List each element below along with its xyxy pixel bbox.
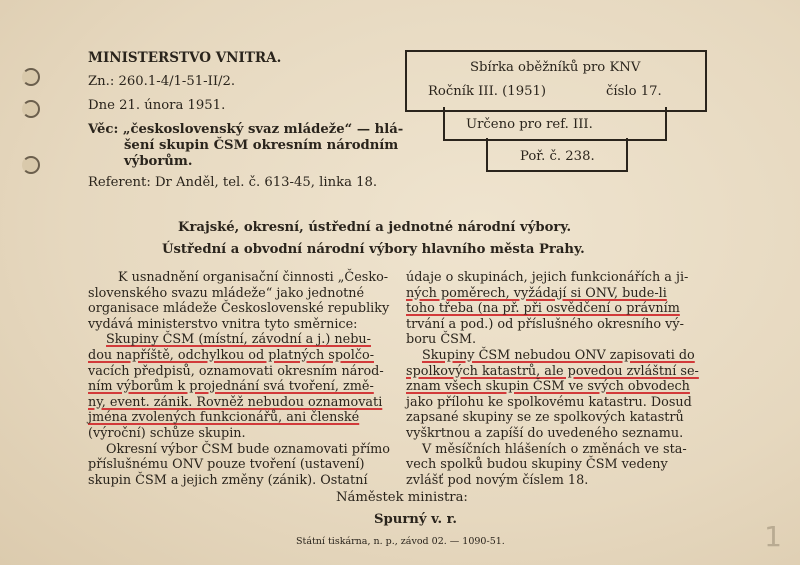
right-line: vyškrtnou a zapíší do uvedeného seznamu.	[406, 425, 684, 441]
punch-hole-bottom	[22, 156, 40, 174]
reference-number: Zn.: 260.1-4/1-51-II/2.	[88, 74, 236, 89]
right-line: zvlášť pod novým číslem 18.	[406, 472, 589, 488]
right-line: vech spolků budou skupiny ČSM vedeny	[406, 457, 668, 473]
addressee-line-2: Ústřední a obvodní národní výbory hlavního města Prahy.	[162, 242, 585, 257]
left-line: vydává ministerstvo vnitra tyto směrnice:	[88, 316, 358, 332]
right-line: Skupiny ČSM nebudou ONV zapisovati do	[422, 347, 695, 363]
body-right-column	[406, 270, 706, 488]
left-line: K usnadnění organisační činnosti „Česko-	[118, 270, 389, 285]
stamp-department: Určeno pro ref. III.	[466, 117, 593, 132]
printer-imprint: Státní tiskárna, n. p., závod 02. — 1090-51.	[296, 536, 505, 547]
right-line: údaje o skupinách, jejich funkcionářích a ji-	[406, 270, 689, 285]
stamp-collection-title: Sbírka oběžníků pro KNV	[470, 60, 641, 75]
right-line: V měsíčních hlášeních o změnách ve sta-	[422, 441, 687, 457]
stamp-volume: Ročník III. (1951)	[428, 84, 547, 99]
right-line: boru ČSM.	[406, 332, 477, 348]
addressee-line-1: Krajské, okresní, ústřední a jednotné národní výbory.	[178, 220, 572, 235]
right-line: ných poměrech, vyžádají si ONV, bude-li	[406, 285, 667, 301]
left-line: příslušnému ONV pouze tvoření (ustavení)	[88, 457, 365, 473]
left-line: dou napříště, odchylkou od platných spolčo-	[88, 347, 375, 363]
left-line: organisace mládeže Československé republiky	[88, 301, 390, 317]
right-line: toho třeba (na př. při osvědčení o právním	[406, 301, 680, 317]
left-line: slovenského svazu mládeže“ jako jednotné	[88, 285, 365, 301]
stamp-number: číslo 17.	[606, 84, 662, 99]
right-line: jako přílohu ke spolkovému katastru. Dosud	[406, 394, 692, 410]
pencil-page-mark: 1	[764, 520, 782, 553]
left-line: (výroční) schůze skupin.	[88, 425, 246, 441]
punch-hole-top	[22, 68, 40, 86]
left-line: Skupiny ČSM (místní, závodní a j.) nebu-	[106, 332, 371, 348]
right-line: zapsané skupiny se ze spolkových katastrů	[406, 410, 684, 426]
right-line: znam všech skupin ČSM ve svých obvodech	[406, 379, 690, 395]
subject-line-2: šení skupin ČSM okresním národním	[124, 138, 399, 153]
referent-line: Referent: Dr Anděl, tel. č. 613-45, linka 18.	[88, 175, 378, 190]
left-line: vacích předpisů, oznamovati okresním národ-	[88, 363, 384, 379]
left-line: jména zvolených funkcionářů, ani členské	[88, 410, 360, 426]
left-line: ny, event. zánik. Rovněž nebudou oznamovati	[88, 394, 383, 410]
signature-name: Spurný v. r.	[374, 512, 457, 527]
left-line: Okresní výbor ČSM bude oznamovati přímo	[106, 441, 390, 457]
stamp-order-number: Poř. č. 238.	[520, 149, 595, 164]
left-line: skupin ČSM a jejich změny (zánik). Ostatní	[88, 472, 368, 488]
body-left-column	[88, 270, 393, 488]
subject-line-3: výborům.	[124, 154, 193, 169]
ministry-name: MINISTERSTVO VNITRA.	[88, 50, 282, 66]
right-line: spolkových katastrů, ale povedou zvláštní se-	[406, 363, 699, 379]
punch-hole-middle	[22, 100, 40, 118]
signature-title: Náměstek ministra:	[336, 490, 468, 505]
document-date: Dne 21. února 1951.	[88, 98, 226, 113]
right-line: trvání a pod.) od příslušného okresního vý-	[406, 316, 684, 332]
subject-line-1: Věc: „československý svaz mládeže“ — hlá-	[88, 122, 404, 137]
left-line: ním výborům k projednání svá tvoření, změ-	[88, 379, 374, 395]
